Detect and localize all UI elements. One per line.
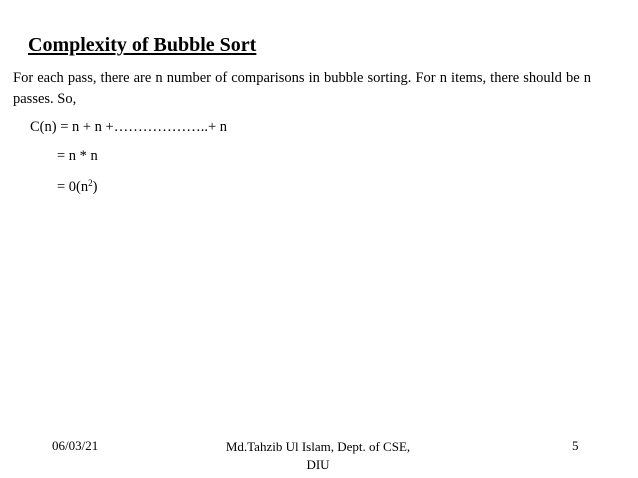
equation-line-3-close: ) [92,179,98,195]
footer-date: 06/03/21 [52,438,99,453]
footer-page-number: 5 [572,438,579,453]
slide-title: Complexity of Bubble Sort [28,34,257,56]
equation-exponent: 2 [88,178,93,188]
equation-line-1: C(n) = n + n +………………..+ n [30,119,228,135]
intro-paragraph: For each pass, there are n number of comparisons in bubble sorting. For n items, there should be n passes. So, [13,70,591,107]
equation-line-3-base: = 0(n [57,179,89,195]
footer-author: Md.Tahzib Ul Islam, Dept. of CSE, DIU [225,439,411,472]
equation-line-2: = n * n [57,148,98,164]
equation-line-3 [57,178,97,196]
